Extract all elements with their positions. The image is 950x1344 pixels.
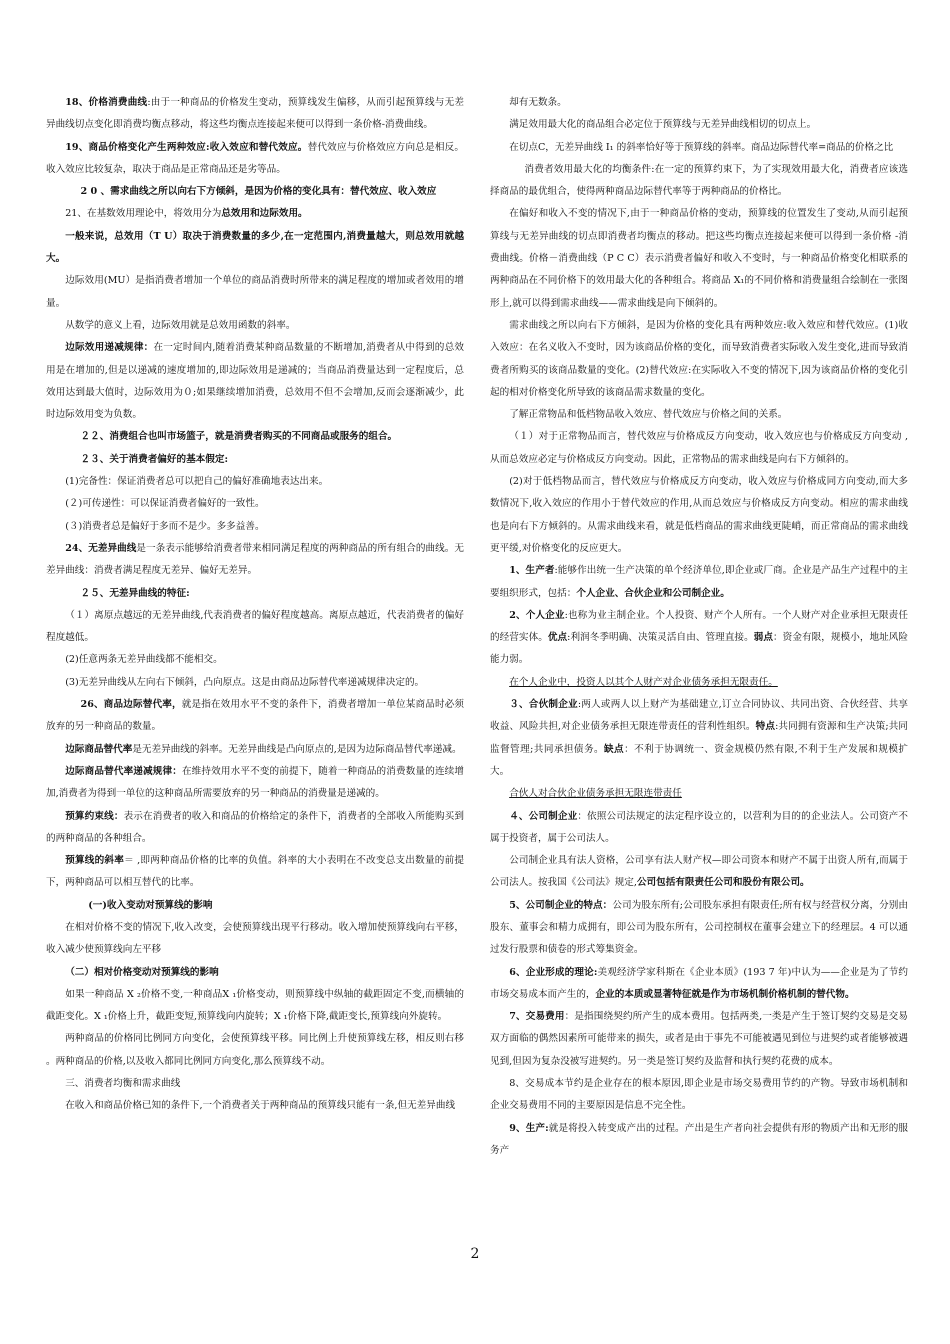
text-run: 边际效用(MU）是指消费者增加一个单位的商品消费时所带来的满足程度的增加或者效用的增量。 <box>46 275 464 309</box>
left-paragraph <box>46 203 464 225</box>
left-paragraph <box>46 605 464 650</box>
text-run: 了解正常物品和低档物品收入效应、替代效应与价格之间的关系。 <box>509 409 788 421</box>
left-paragraph <box>46 1028 464 1073</box>
right-paragraph <box>490 92 908 114</box>
right-paragraph <box>490 783 908 805</box>
right-paragraph <box>490 203 908 314</box>
text-run: 边际商品替代率 <box>65 743 133 755</box>
text-run: 企业的本质或显著特征就是作为市场机制价格机制的替代物。 <box>595 988 855 1000</box>
right-paragraph <box>490 315 908 404</box>
text-run: 1、生产者 <box>509 565 555 577</box>
text-run: 预算约束线： <box>65 810 124 822</box>
text-run: 24、无差异曲线 <box>65 542 137 554</box>
text-run: （１）离原点越远的无差异曲线,代表消费者的偏好程度越高。离原点越近，代表消费者的偏好程度越低。 <box>46 609 464 644</box>
text-run: 替代效应与价格效应方向总是相反。收入效应比较复杂，取决于商品是正常商品还是劣等品。 <box>46 141 464 175</box>
text-run: ３、合伙制企业 <box>509 699 578 711</box>
right-paragraph <box>490 560 908 605</box>
text-run: 特点 <box>755 721 776 733</box>
text-run: ２３、关于消费者偏好的基本假定: <box>80 453 228 465</box>
right-paragraph <box>490 672 908 694</box>
text-run: 从数学的意义上看，边际效用就是总效用函数的斜率。 <box>65 319 296 331</box>
left-paragraph <box>46 761 464 806</box>
text-run: 在收入和商品价格已知的条件下,一个消费者关于两种商品的预算线只能有一条,但无差异曲线 <box>65 1100 456 1112</box>
text-run: ：是指围绕契约所产生的成本费用。包括两类,一类是产生于签订契约交易是交易双方面临的偶然因素所可能带来的损失，或者是由于事先不可能被遇见到位与进契约或者能够被遇见到,但因为复杂没被写进契约。另一类是签订契约及监督和执行契约花费的成本。 <box>490 1011 908 1067</box>
right-paragraph <box>490 404 908 426</box>
text-run: 19、商品价格变化产生两种效应:收入效应和替代效应。 <box>65 141 308 153</box>
right-paragraph <box>490 895 908 962</box>
left-paragraph <box>46 181 464 203</box>
text-run: 18、价格消费曲线 <box>65 97 148 108</box>
text-run: (2)任意两条无差异曲线都不能相交。 <box>65 654 223 666</box>
text-run: 美观经济学家科斯在《企业本质》(193 7 年)中认为——企业是为了节约市场交易成本而产生的， <box>490 966 908 1000</box>
page-number: 2 <box>470 1246 480 1262</box>
text-run: 一般来说，总效用（T U）取决于消费数量的多少,在一定范围内,消费量越大，则总效用就越大。 <box>46 230 464 265</box>
text-run: 预算线的斜率 <box>65 855 125 867</box>
right-paragraph <box>490 137 908 159</box>
left-paragraph <box>46 739 464 761</box>
text-run: 9、生产: <box>509 1122 549 1134</box>
left-paragraph <box>46 806 464 851</box>
text-run: （二）相对价格变动对预算线的影响 <box>65 966 219 978</box>
left-paragraph <box>46 226 464 271</box>
text-run: ：依照公司法规定的法定程序设立的，以营利为目的的企业法人。公司资产不属于投资者，属于公司法人。 <box>490 810 909 844</box>
text-run: :两人或两人以上财产为基础建立,订立合同协议、共同出资、合伙经营、共享收益、风险共担,对企业债务承担无限连带责任的营利性组织。 <box>490 699 909 733</box>
text-run: 5、公司制企业的特点： <box>509 899 613 911</box>
text-run: (３)消费者总是偏好于多而不是少。多多益善。 <box>65 520 265 532</box>
right-paragraph <box>490 471 908 560</box>
text-run: 在偏好和收入不变的情况下,由于一种商品价格的变动，预算线的位置发生了变动,从而引起预算线与无差异曲线的切点即消费者均衡点的移动。把这些均衡点连接起来便可以得到一条价格 -消费曲线。价格－消费曲线（P C C）表示消费者偏好和收入不变时，与一种商品价格变化相联系的两种商品在不同价格下的效用最大化的各种组合。将商品 X₁的不同价格和消费量组合绘制在一张图形上,就可以得到需求曲线——需求曲线是向下倾斜的。 <box>490 208 908 309</box>
left-paragraph <box>46 583 464 605</box>
text-run: (２)可传递性：可以保证消费者偏好的一致性。 <box>65 498 265 510</box>
text-run: :由于一种商品的价格发生变动，预算线发生偏移，从而引起预算线与无差异曲线切点变化即消费均衡点移动，将这些均衡点连接起来便可以得到一条价格-消费曲线。 <box>46 97 464 131</box>
text-run: 满足效用最大化的商品组合必定位于预算线与无差异曲线相切的切点上。 <box>509 119 817 131</box>
text-run: 就是将投入转变成产出的过程。产出是生产者向社会提供有形的物质产出和无形的服务产 <box>490 1122 909 1156</box>
left-column <box>46 92 464 1118</box>
text-run: 边际商品替代率递减规律： <box>65 765 182 777</box>
text-run: 优点 <box>547 632 568 644</box>
text-run: 在维持效用水平不变的前提下，随着一种商品的消费数量的连续增加,消费者为得到一单位的这种商品所需要放弃的另一种商品的消费量是递减的。 <box>46 765 464 800</box>
right-paragraph <box>490 426 908 471</box>
right-paragraph <box>490 1006 908 1073</box>
text-run: 弱点 <box>753 632 774 644</box>
right-column <box>490 92 908 1162</box>
text-run: 消费者效用最大化的均衡条件:在一定的预算约束下，为了实现效用最大化，消费者应该选择商品的最优组合，使得两种商品边际替代率等于两种商品的价格比。 <box>490 163 908 198</box>
text-run: :能够作出统一生产决策的单个经济单位,即企业或厂商。企业是产品生产过程中的主要组织形式，包括： <box>490 565 909 599</box>
right-paragraph <box>490 605 908 672</box>
text-run: 就是指在效用水平不变的条件下，消费者增加一单位某商品时必须放弃的另一种商品的数量。 <box>46 699 465 733</box>
text-run: 三、消费者均衡和需求曲线 <box>65 1078 181 1090</box>
text-run: 需求曲线之所以向右下方倾斜，是因为价格的变化具有两种效应:收入效应和替代效应。(1)收入效应：在名义收入不变时，因为该商品价格的变化，而导致消费者实际收入发生变化,进而导致消费者所购买的该商品数量的变化。(2)替代效应:在实际收入不变的情况下,因为该商品价格的变化引起的相对价格变化所导致的该商品需求数量的变化。 <box>490 319 908 398</box>
right-paragraph <box>490 1118 908 1163</box>
text-run: ２２、消费组合也叫市场篮子，就是消费者购买的不同商品或服务的组合。 <box>80 431 398 443</box>
text-run: 公司为股东所有;公司股东承担有限责任;所有权与经营权分离，分别由股东、董事会和精力成拥有，即公司为股东所有，公司控制权在董事会建立下的经理层。4 可以通过发行股票和债卷的形式筹集资金。 <box>490 899 908 956</box>
text-run: :共同拥有资源和生产决策;共同监督管理;共同承担债务。 <box>490 721 909 755</box>
text-run: 表示在消费者的收入和商品的价格给定的条件下，消费者的全部收入所能购买到的两种商品的各种组合。 <box>46 810 465 844</box>
text-run: 是一条表示能够给消费者带来相同满足程度的两种商品的所有组合的曲线。无差异曲线：消费者满足程度无差异、偏好无差异。 <box>46 542 464 577</box>
right-paragraph <box>490 850 908 895</box>
text-run: 两种商品的价格同比例同方向变化，会使预算线平移。同比例上升使预算线左移，相反则右移 。两种商品的价格,以及收入都同比例同方向变化,那么预算线不动。 <box>46 1033 464 1067</box>
right-paragraph <box>490 962 908 1007</box>
right-paragraph <box>490 694 908 783</box>
left-paragraph <box>46 917 464 962</box>
text-run: 在一定时间内,随着消费某种商品数量的不断增加,消费者从中得到的总效用是在增加的,但是以递减的速度增加的,即边际效用是递减的；当商品消费量达到一定程度后，总效用达到最大值时，边际效用为０;如果继续增加消费，总效用不但不会增加,反而会逐渐减少，此时边际效用变为负数。 <box>46 342 464 421</box>
text-run: ４、公司制企业 <box>509 810 578 822</box>
left-paragraph <box>46 895 464 917</box>
left-paragraph <box>46 516 464 538</box>
text-run: 公司制企业具有法人资格，公司享有法人财产权—即公司资本和财产不属于出资人所有,而属于公司法人。按我国《公司法》规定, <box>490 855 908 889</box>
left-paragraph <box>46 315 464 337</box>
text-run: 21、在基数效用理论中，将效用分为 <box>65 208 222 220</box>
left-paragraph <box>46 538 464 583</box>
right-paragraph <box>490 159 908 204</box>
text-run: 合伙人对合伙企业债务承担无限连带责任 <box>509 788 682 800</box>
text-run: 7、交易费用 <box>509 1011 565 1023</box>
text-run: 却有无数条。 <box>509 97 567 108</box>
text-run: （１）对于正常物品而言，替代效应与价格成反方向变动，收入效应也与价格成反方向变动 ,从而总效应必定与价格成反方向变动。因此，正常物品的需求曲线是向右下方倾斜的。 <box>490 431 908 465</box>
left-paragraph <box>46 337 464 426</box>
text-run: 个人企业、合伙企业和公司制企业。 <box>576 587 730 599</box>
text-run: :利润冬季明确、决策灵活自由、管理直接。 <box>567 632 754 644</box>
text-run: 2 0 、需求曲线之所以向右下方倾斜，是因为价格的变化具有：替代效应、收入效应 <box>80 186 437 198</box>
text-run: (2)对于低档物品而言，替代效应与价格成反方向变动，收入效应与价格成同方向变动,而大多数情况下,收入效应的作用小于替代效应的作用,从而总效应与价格成反方向变动。相应的需求曲线也是向右下方倾斜的。从需求曲线来看，就是低档商品的需求曲线更陡峭，而正常商品的需求曲线更平缓,对价格变化的反应更大。 <box>490 476 908 554</box>
left-paragraph <box>46 984 464 1029</box>
right-paragraph <box>490 114 908 136</box>
text-run: 是无差异曲线的斜率。无差异曲线是凸向原点的,是因为边际商品替代率递减。 <box>132 743 462 755</box>
text-run: 2、个人企业 <box>509 609 565 621</box>
left-paragraph <box>46 426 464 448</box>
left-paragraph <box>46 962 464 984</box>
left-paragraph <box>46 493 464 515</box>
left-paragraph <box>46 92 464 137</box>
text-run: :也称为业主制企业。个人投资、财产个人所有。一个人财产对企业承担无限责任的经营实体。 <box>490 609 908 644</box>
text-run: (一)收入变动对预算线的影响 <box>88 899 213 911</box>
left-paragraph <box>46 137 464 182</box>
text-run: ２５、无差异曲线的特征: <box>80 587 190 599</box>
text-run: ：资金有限，规模小，地址风险能力弱。 <box>490 632 909 666</box>
left-paragraph <box>46 672 464 694</box>
text-run: 商品边际替代率， <box>103 699 182 711</box>
right-paragraph <box>490 1073 908 1118</box>
left-paragraph <box>46 1073 464 1095</box>
left-paragraph <box>46 471 464 493</box>
text-run: 6、企业形成的理论: <box>509 966 598 978</box>
text-run: 在个人企业中，投资人以其个人财产对企业债务承担无限责任。 <box>509 676 778 688</box>
left-paragraph <box>46 270 464 315</box>
text-run: 在切点C，无差异曲线 I₁ 的斜率恰好等于预算线的斜率。商品边际替代率=商品的价格之比 <box>509 141 894 153</box>
left-paragraph <box>46 1095 464 1117</box>
text-run: ＝ ,即两种商品价格的比率的负值。斜率的大小表明在不改变总支出数量的前提下，两种商品可以相互替代的比率。 <box>46 855 464 889</box>
left-paragraph <box>46 694 464 739</box>
text-run: (3)无差异曲线从左向右下倾斜，凸向原点。这是由商品边际替代率递减规律决定的。 <box>65 676 425 688</box>
left-paragraph <box>46 649 464 671</box>
text-run: 边际效用递减规律： <box>65 342 154 354</box>
text-run: (1)完备性：保证消费者总可以把自己的偏好准确地表达出来。 <box>65 476 329 488</box>
text-run: 缺点 <box>604 743 625 755</box>
left-paragraph <box>46 449 464 471</box>
text-run: 26、 <box>80 699 104 711</box>
right-paragraph <box>490 806 908 851</box>
text-run: ：不利于协调统一、资金规模仍然有限,不利于生产发展和规模扩大。 <box>490 743 908 777</box>
text-run: 总效用和边际效用。 <box>221 208 308 220</box>
left-paragraph <box>46 850 464 895</box>
text-run: 公司包括有限责任公司和股份有限公司。 <box>636 877 810 889</box>
text-run: 如果一种商品 X ₂价格不变,一种商品X ₁价格变动，则预算线中纵轴的截距固定不变,而横轴的截距变化。X ₁价格上升，截距变短,预算线向内旋转；X ₁价格下降,截距变长,预算线向外旋转。 <box>46 988 464 1023</box>
text-run: 8、交易成本节约是企业存在的根本原因,即企业是市场交易费用节约的产物。导致市场机制和企业交易费用不同的主要原因是信息不完全性。 <box>490 1078 908 1112</box>
text-run: 在相对价格不变的情况下,收入改变，会使预算线出现平行移动。收入增加使预算线向右平移，收入减少使预算线向左平移 <box>46 921 464 956</box>
